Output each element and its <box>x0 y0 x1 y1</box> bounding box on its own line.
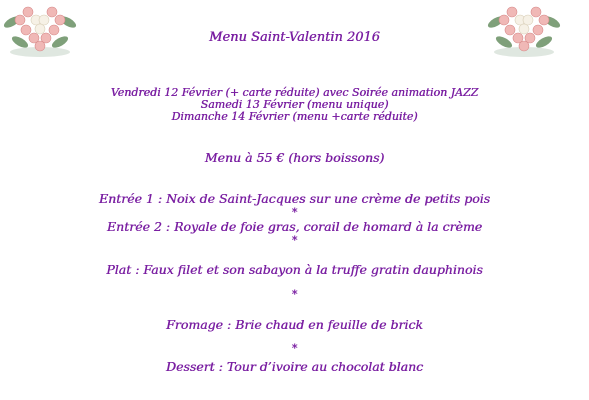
course-main: Plat : Faux filet et son sabayon à la truffe gratin dauphinois <box>106 262 483 277</box>
course-starter-2: Entrée 2 : Royale de foie gras, corail de homard à la crème <box>106 219 483 234</box>
rose-heart-bouquet-icon <box>0 0 80 58</box>
course-dessert: Dessert : Tour d’ivoire au chocolat blanc <box>165 359 424 374</box>
date-line-sunday: Dimanche 14 Février (menu +carte réduite) <box>171 110 418 123</box>
course-cheese: Fromage : Brie chaud en feuille de brick <box>166 317 423 332</box>
separator-star: * <box>291 288 298 301</box>
date-line-friday: Vendredi 12 Février (+ carte réduite) avec Soirée animation JAZZ <box>110 86 479 99</box>
menu-title: Menu Saint-Valentin 2016 <box>209 30 380 45</box>
separator-star: * <box>291 342 298 355</box>
separator-star: * <box>291 234 298 247</box>
rose-heart-bouquet-icon <box>484 0 564 58</box>
menu-price: Menu à 55 € (hors boissons) <box>204 150 385 165</box>
course-starter-1: Entrée 1 : Noix de Saint-Jacques sur une crème de petits pois <box>98 191 491 206</box>
date-line-saturday: Samedi 13 Février (menu unique) <box>200 98 389 111</box>
separator-star: * <box>291 206 298 219</box>
